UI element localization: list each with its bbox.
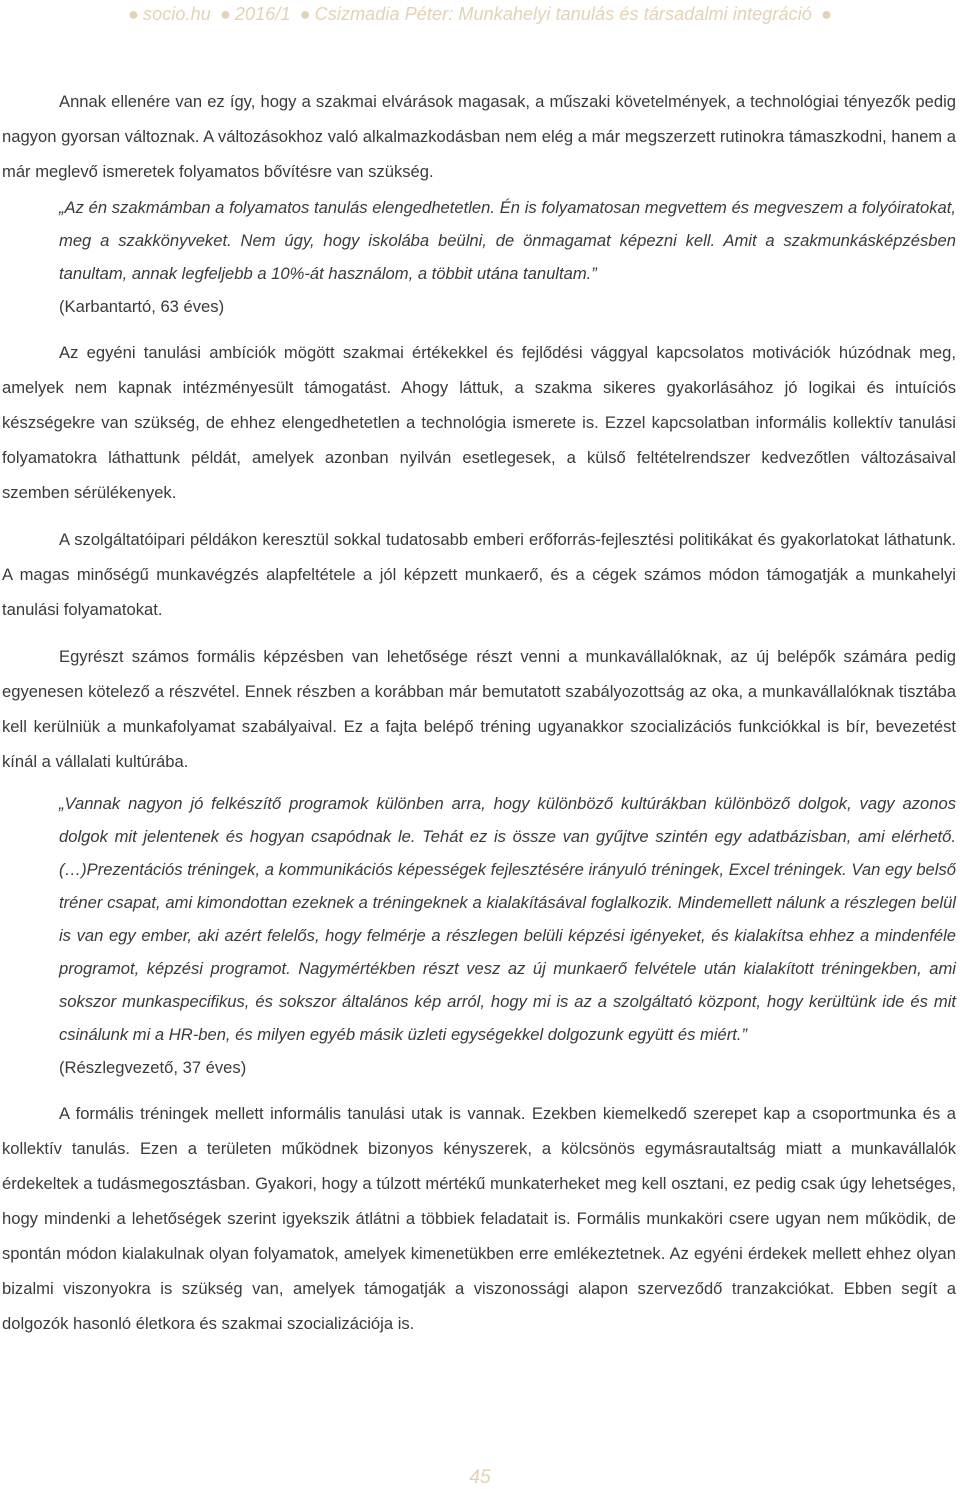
bullet-icon: ● (219, 4, 231, 24)
bullet-icon: ● (821, 4, 832, 24)
body-paragraph: Egyrészt számos formális képzésben van lehetősége részt venni a munkavállalóknak, az új belépők számára pedig egyenesen kötelező a részvétel. Ennek részben a korábban már bemutatott szabályozottság az oka, a munkavállalóknak tisztába kell kerülniük a munkafolyamat szabályaival. Ez a fajta belépő tréning ugyanakkor szocializációs funkciókkal is bír, bevezetést kínál a vállalati kultúrába. (2, 647, 956, 771)
body-paragraph: A szolgáltatóipari példákon keresztül sokkal tudatosabb emberi erőforrás-fejlesztési politikákat és gyakorlatokat láthatunk. A magas minőségű munkavégzés alapfeltétele a jól képzett munkaerő, és a cégek számos módon támogatják a munkahelyi tanulási folyamatokat. (2, 530, 956, 619)
running-header (0, 4, 960, 25)
interview-quote (59, 191, 956, 323)
quote-text: „Az én szakmámban a folyamatos tanulás elengedhetetlen. Én is folyamatosan megvettem és megveszem a folyóiratokat, meg a szakkönyveket. Nem úgy, hogy iskolába beülni, de önmagamat képezni kell. Amit a szakmunkásképzésben tanultam, annak legfeljebb a 10%-át használom, a többit utána tanultam.” (59, 198, 956, 283)
page-body (2, 84, 956, 1341)
body-paragraph: Az egyéni tanulási ambíciók mögött szakmai értékekkel és fejlődési vággyal kapcsolatos motivációk húzódnak meg, amelyek nem kapnak intézményesült támogatást. Ahogy láttuk, a szakma sikeres gyakorlásához jó logikai és intuíciós készségekre van szükség, de ehhez elengedhetetlen a technológia ismerete is. Ezzel kapcsolatban informális kollektív tanulási folyamatokra láthattunk példát, amelyek azonban nyilván esetlegesek, a külső feltételrendszer kedvezőtlen változásaival szemben sérülékenyek. (2, 343, 956, 502)
bullet-icon: ● (299, 4, 311, 24)
header-issue: 2016/1 (234, 4, 291, 24)
quote-source: (Karbantartó, 63 éves) (59, 297, 225, 316)
header-site: socio.hu (142, 4, 211, 24)
body-paragraph: Annak ellenére van ez így, hogy a szakmai elvárások magasak, a műszaki követelmények, a technológiai tényezők pedig nagyon gyorsan változnak. A változásokhoz való alkalmazkodásban nem elég a már megszerzett rutinokra támaszkodni, hanem a már meglevő ismeretek folyamatos bővítésre van szükség. (2, 92, 956, 181)
quote-text: „Vannak nagyon jó felkészítő programok különben arra, hogy különböző kultúrákban különböző dolgok, vagy azonos dolgok mit jelentenek és hogyan csapódnak le. Tehát ez is össze van gyűjtve szintén egy adatbázisban, ami elérhető. (…)Prezentációs tréningek, a kommunikációs képességek fejlesztésére irányuló tréningek, Excel tréningek. Van egy belső tréner csapat, ami kimondottan ezeknek a tréningeknek a kialakításával foglalkozik. Mindemellett nálunk a részlegen belül is van egy ember, aki azért felelős, hogy felmérje a részlegen belüli képzési igényeket, és kialakítsa ehhez a mindenféle programot, képzési programot. Nagymértékben részt vesz az új munkaerő felvétele után kialakított tréningekben, ami sokszor munkaspecifikus, és sokszor általános kép arról, hogy mi is az a szolgáltató központ, hogy kerültünk ide és mit csinálunk mi a HR-ben, és milyen egyéb másik üzleti egységekkel dolgozunk együtt és miért.” (59, 794, 956, 1044)
body-paragraph: A formális tréningek mellett informális tanulási utak is vannak. Ezekben kiemelkedő szerepet kap a csoportmunka és a kollektív tanulás. Ezen a területen működnek bizonyos kényszerek, a kölcsönös egymásrautaltság miatt a munkavállalók érdekeltek a tudásmegosztásban. Gyakori, hogy a túlzott mértékű munkaterheket meg kell osztani, ez pedig csak úgy lehetséges, hogy mindenki a lehetőségek szerint igyekszik átlátni a többiek feladatait is. Formális munkaköri csere ugyan nem működik, de spontán módon kialakulnak olyan folyamatok, amelyek kimenetükben erre emlékeztetnek. Az egyéni érdekek mellett ehhez olyan bizalmi viszonyokra is szükség van, amelyek támogatják a viszonossági alapon szerveződő tranzakciókat. Ebben segít a dolgozók hasonló életkora és szakmai szocializációja is. (2, 1104, 956, 1333)
page-number: 45 (469, 1467, 491, 1488)
header-article-title: Csizmadia Péter: Munkahelyi tanulás és társadalmi integráció (314, 4, 812, 24)
quote-source: (Részlegvezető, 37 éves) (59, 1058, 247, 1077)
interview-quote (59, 787, 956, 1084)
bullet-icon: ● (128, 4, 139, 24)
